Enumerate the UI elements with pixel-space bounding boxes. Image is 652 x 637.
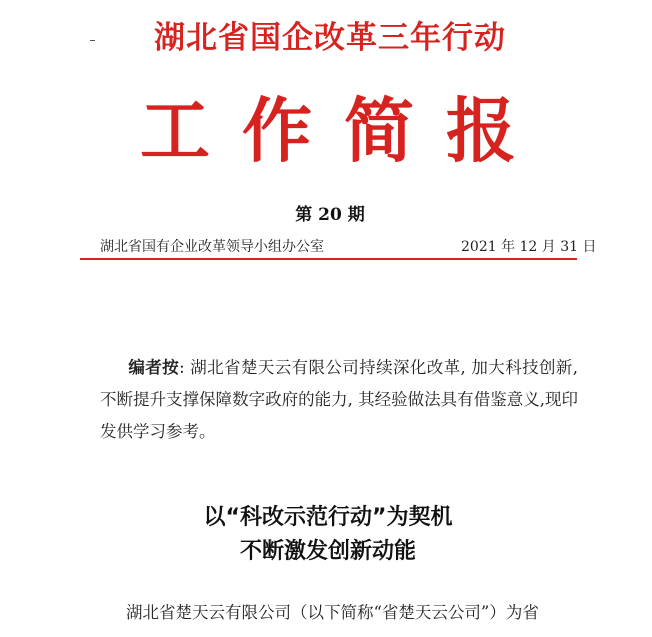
issue-number: 第 20 期 [295, 205, 365, 225]
article-first-line: 湖北省楚天云有限公司（以下简称“省楚天云公司”）为省 [126, 603, 539, 622]
editor-note-text: : 湖北省楚天云有限公司持续深化改革, 加大科技创新, 不断提升支撑保障数字政府的能力, 其经验做法具有借鉴意义,现印发供学习参考。 [100, 358, 579, 441]
editor-note-label: 编者按 [128, 358, 180, 377]
bulletin-title: 工作简报 [140, 90, 548, 172]
article-title-line-1: 以“科改示范行动”为契机 [203, 505, 453, 530]
editor-note [100, 352, 578, 448]
issue-date: 2021 年 12 月 31 日 [461, 239, 597, 255]
header-divider [80, 258, 577, 260]
article-title-line-2: 不断激发创新动能 [239, 539, 416, 564]
issuer-name: 湖北省国有企业改革领导小组办公室 [100, 239, 324, 255]
header-title: 湖北省国企改革三年行动 [154, 20, 506, 56]
